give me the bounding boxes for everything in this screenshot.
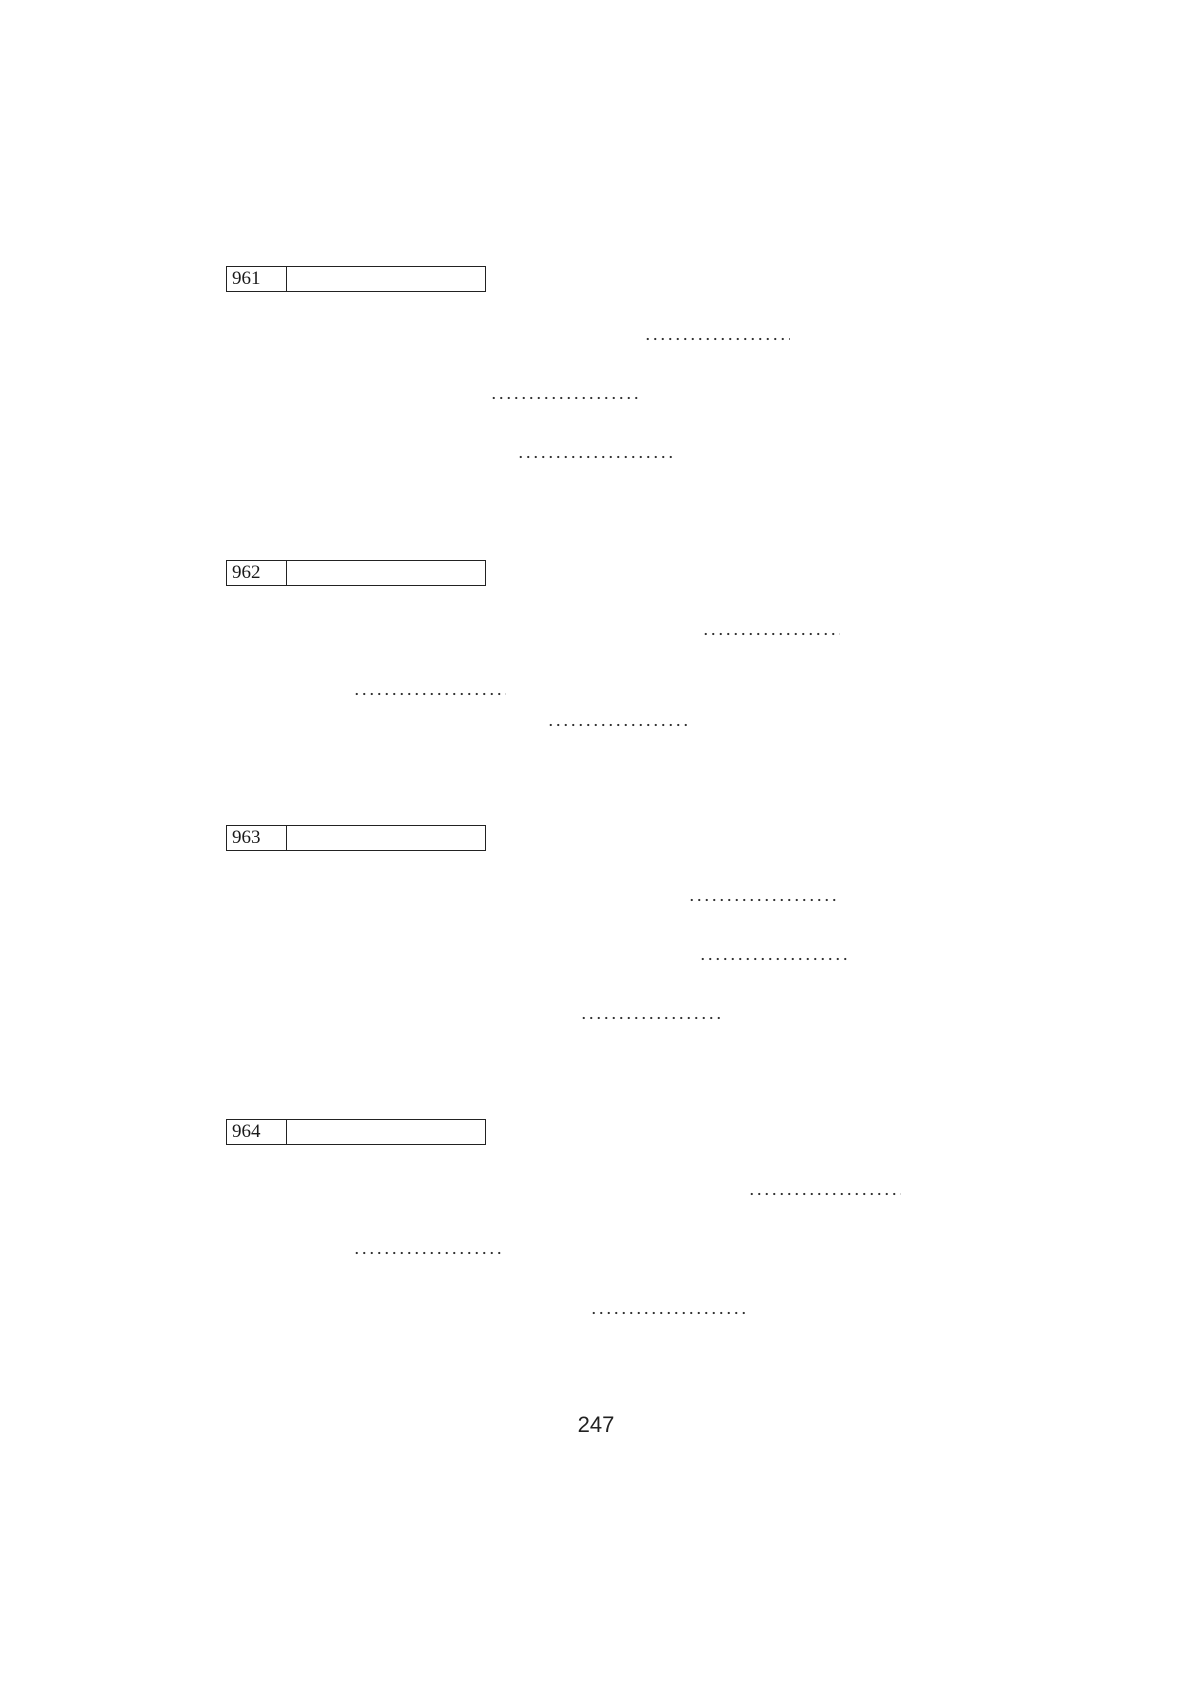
question-number: 962 [227, 561, 287, 585]
answer-blank[interactable] [517, 455, 677, 459]
question-box-964 [226, 1119, 486, 1145]
answer-blank[interactable] [702, 632, 840, 636]
answer-field[interactable] [287, 267, 485, 291]
question-number: 961 [227, 267, 287, 291]
answer-field[interactable] [287, 826, 485, 850]
answer-blank[interactable] [644, 337, 790, 341]
answer-blank[interactable] [748, 1192, 901, 1196]
answer-field[interactable] [287, 561, 485, 585]
question-number: 964 [227, 1120, 287, 1144]
question-box-963 [226, 825, 486, 851]
page-number: 247 [577, 1412, 615, 1437]
question-box-961 [226, 266, 486, 292]
answer-blank[interactable] [699, 957, 849, 961]
answer-blank[interactable] [353, 692, 506, 696]
answer-blank[interactable] [688, 898, 840, 902]
answer-blank[interactable] [490, 396, 642, 400]
question-number: 963 [227, 826, 287, 850]
answer-blank[interactable] [580, 1016, 722, 1020]
question-box-962 [226, 560, 486, 586]
answer-blank[interactable] [547, 723, 689, 727]
answer-blank[interactable] [353, 1251, 502, 1255]
answer-blank[interactable] [590, 1311, 750, 1315]
answer-field[interactable] [287, 1120, 485, 1144]
